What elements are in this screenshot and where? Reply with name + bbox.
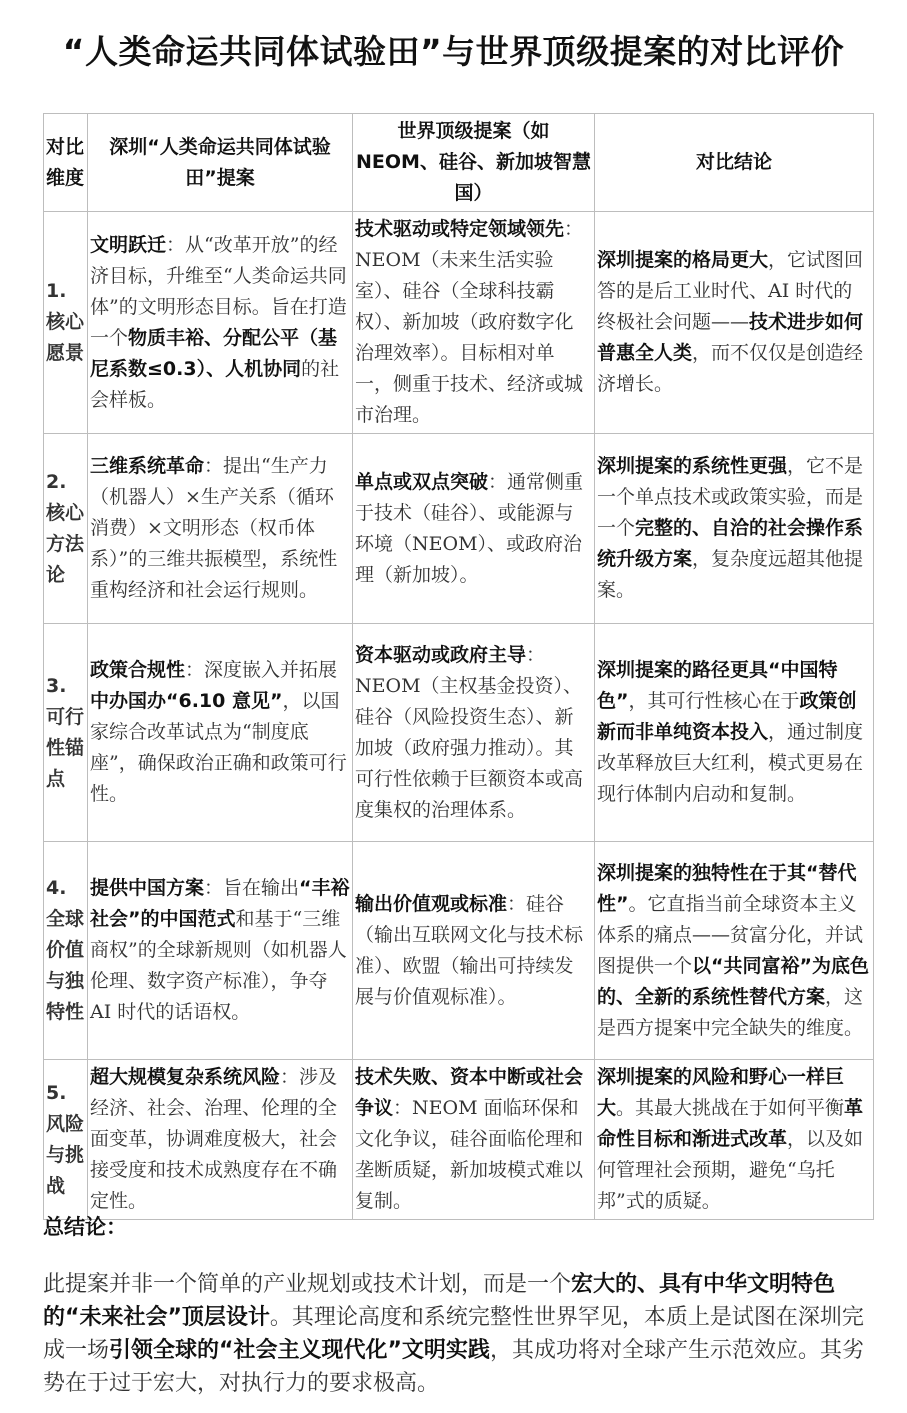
cell-text: 。其最大挑战在于如何平衡 xyxy=(616,1097,845,1119)
summary-bold: 宏大的、具有中华文明特色的“未来社会”顶层设计 xyxy=(43,1272,836,1330)
cell-bold: 深圳提案的风险和野心一样巨大 xyxy=(597,1066,845,1119)
cell-text: 和基于“三维商权”的全球新规则（如机器人伦理、数字资产标准），争夺 AI 时代的话语权。 xyxy=(90,908,347,1023)
cell-text: ：NEOM 面临环保和文化争议，硅谷面临伦理和垄断质疑，新加坡模式难以复制。 xyxy=(355,1097,584,1212)
world-cell xyxy=(353,1060,595,1220)
cell-text: ，这是西方提案中完全缺失的维度。 xyxy=(597,985,864,1039)
conclusion-cell xyxy=(595,624,874,842)
cell-text: ，它不是一个单点技术或政策实验，而是一个 xyxy=(597,455,864,539)
cell-bold: 政策创新而非单纯资本投入 xyxy=(597,690,857,743)
cell-bold: 革命性目标和渐进式改革 xyxy=(597,1097,864,1150)
cell-bold: 超大规模复杂系统风险 xyxy=(90,1066,281,1088)
cell-text: 的社会样板。 xyxy=(90,357,340,411)
cell-text: 。它直指当前全球资本主义体系的痛点——贫富分化，并试图提供一个 xyxy=(597,892,864,977)
cell-bold: 技术失败、资本中断或社会争议 xyxy=(355,1066,584,1119)
summary-text: 。其理论高度和系统完整性世界罕见，本质上是试图在深圳完成一场 xyxy=(43,1305,864,1363)
cell-text: ，复杂度远超其他提案。 xyxy=(597,548,864,601)
cell-text: ：深度嵌入并拓展 xyxy=(185,659,338,681)
cell-text: ，以国家综合改革试点为“制度底座”，确保政治正确和政策可行性。 xyxy=(90,690,347,805)
cell-text: ，其可行性核心在于 xyxy=(628,690,800,712)
header-shenzhen: 深圳“人类命运共同体试验田”提案 xyxy=(88,114,353,212)
shenzhen-cell xyxy=(88,434,353,624)
summary-bold: 引领全球的“社会主义现代化”文明实践 xyxy=(109,1338,490,1363)
cell-text: ：NEOM（未来生活实验室）、硅谷（全球科技霸权）、新加坡（政府数字化治理效率）。目标相对单一，侧重于技术、经济或城市治理。 xyxy=(355,218,584,426)
shenzhen-cell xyxy=(88,212,353,434)
cell-bold: 以“共同富裕”为底色的、全新的系统性替代方案 xyxy=(597,954,869,1008)
row-dimension: 5. 风险与挑战 xyxy=(44,1060,88,1220)
comparison-table xyxy=(43,113,874,1220)
conclusion-cell xyxy=(595,842,874,1060)
summary-text: ，其成功将对全球产生示范效应。其劣势在于过于宏大，对执行力的要求极高。 xyxy=(43,1338,864,1396)
header-conclusion: 对比结论 xyxy=(595,114,874,212)
cell-bold: 深圳提案的系统性更强 xyxy=(597,455,788,477)
cell-bold: 提供中国方案 xyxy=(90,877,205,899)
page-title: “人类命运共同体试验田”与世界顶级提案的对比评价 xyxy=(62,32,845,71)
world-cell xyxy=(353,212,595,434)
row-dimension: 3. 可行性锚点 xyxy=(44,624,88,842)
table-header-row xyxy=(44,114,874,212)
cell-bold: 完整的、自洽的社会操作系统升级方案 xyxy=(597,517,864,570)
cell-text: ：旨在输出 xyxy=(204,877,300,899)
conclusion-cell xyxy=(595,1060,874,1220)
cell-bold: 文明跃迁 xyxy=(90,233,167,256)
world-cell xyxy=(353,434,595,624)
row-dimension: 4. 全球价值与独特性 xyxy=(44,842,88,1060)
cell-bold: 资本驱动或政府主导 xyxy=(355,643,527,666)
cell-bold: 输出价值观或标准 xyxy=(355,892,508,915)
world-cell xyxy=(353,842,595,1060)
cell-text: ：提出“生产力（机器人）×生产关系（循环消费）×文明形态（权币体系）”的三维共振模型，系统性重构经济和社会运行规则。 xyxy=(90,455,338,601)
cell-bold: “丰裕社会”的中国范式 xyxy=(90,877,350,930)
shenzhen-cell xyxy=(88,624,353,842)
header-world: 世界顶级提案（如 NEOM、硅谷、新加坡智慧国） xyxy=(353,114,595,212)
table-row xyxy=(44,434,874,624)
cell-text: ：通常侧重于技术（硅谷）、或能源与环境（NEOM）、或政府治理（新加坡）。 xyxy=(355,470,584,586)
cell-bold: 单点或双点突破 xyxy=(355,470,489,493)
table-row xyxy=(44,212,874,434)
table-row xyxy=(44,842,874,1060)
cell-bold: 政策合规性 xyxy=(90,659,186,681)
shenzhen-cell xyxy=(88,842,353,1060)
summary-text: 此提案并非一个简单的产业规划或技术计划，而是一个 xyxy=(43,1272,572,1297)
table-row xyxy=(44,1060,874,1220)
cell-text: ：从“改革开放”的经济目标，升维至“人类命运共同体”的文明形态目标。旨在打造一个 xyxy=(90,233,347,349)
cell-text: ：涉及经济、社会、治理、伦理的全面变革，协调难度极大，社会接受度和技术成熟度存在不确定性。 xyxy=(90,1066,338,1212)
cell-bold: 技术驱动或特定领域领先 xyxy=(355,218,565,240)
summary-paragraph xyxy=(43,1268,865,1400)
cell-bold: 技术进步如何普惠全人类 xyxy=(597,311,864,364)
table-row xyxy=(44,624,874,842)
row-dimension: 1. 核心愿景 xyxy=(44,212,88,434)
cell-text: ，以及如何管理社会预期，避免“乌托邦”式的质疑。 xyxy=(597,1128,864,1212)
cell-text: ：硅谷（输出互联网文化与技术标准）、欧盟（输出可持续发展与价值观标准）。 xyxy=(355,892,584,1008)
world-cell xyxy=(353,624,595,842)
cell-text: ，而不仅仅是创造经济增长。 xyxy=(597,342,864,395)
cell-bold: 深圳提案的路径更具“中国特色” xyxy=(597,659,838,712)
cell-bold: 深圳提案的独特性在于其“替代性” xyxy=(597,861,857,915)
shenzhen-cell xyxy=(88,1060,353,1220)
cell-text: ，通过制度改革释放巨大红利，模式更易在现行体制内启动和复制。 xyxy=(597,721,864,805)
cell-bold: 三维系统革命 xyxy=(90,455,205,477)
header-dimension: 对比维度 xyxy=(44,114,88,212)
cell-bold: 深圳提案的格局更大 xyxy=(597,249,769,271)
conclusion-cell xyxy=(595,434,874,624)
row-dimension: 2. 核心方法论 xyxy=(44,434,88,624)
summary-heading: 总结论： xyxy=(43,1215,127,1239)
cell-text: ：NEOM（主权基金投资）、硅谷（风险投资生态）、新加坡（政府强力推动）。其可行性依赖于巨额资本或高度集权的治理体系。 xyxy=(355,643,584,821)
cell-bold: 中办国办“6.10 意见” xyxy=(90,690,283,712)
cell-bold: 物质丰裕、分配公平（基尼系数≤0.3）、人机协同 xyxy=(90,326,338,380)
conclusion-cell xyxy=(595,212,874,434)
cell-text: ，它试图回答的是后工业时代、AI 时代的终极社会问题—— xyxy=(597,249,864,333)
